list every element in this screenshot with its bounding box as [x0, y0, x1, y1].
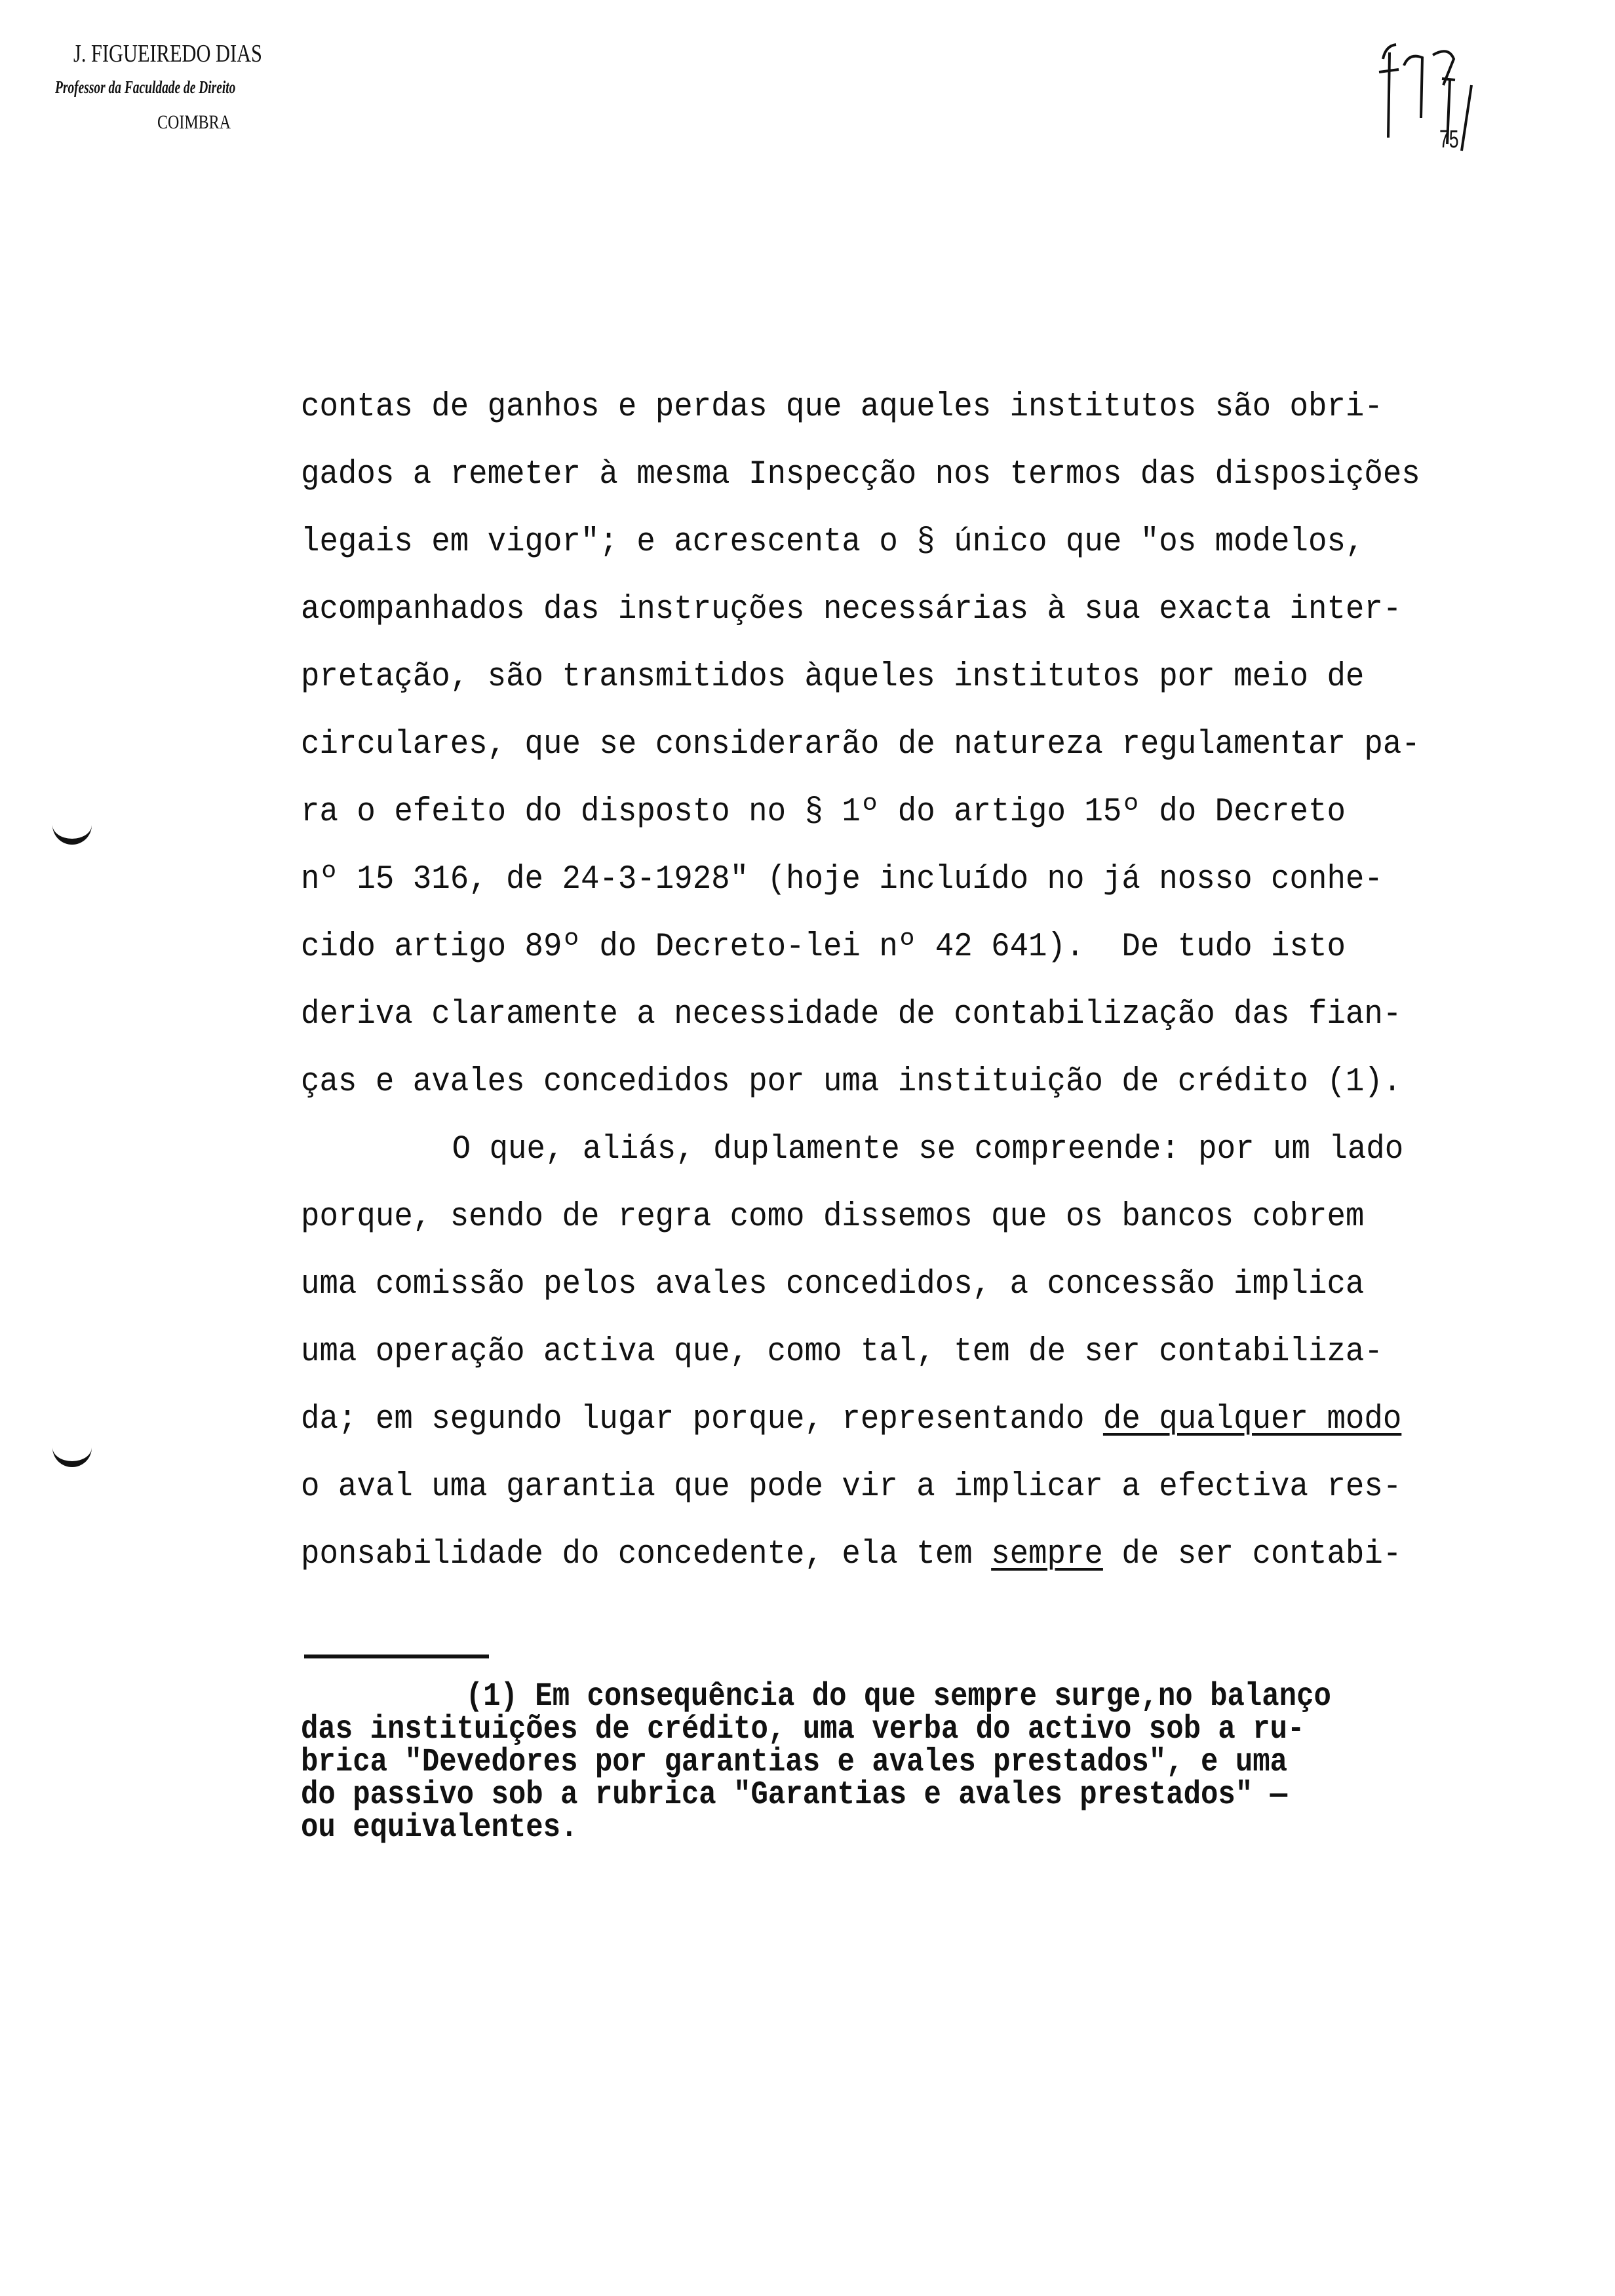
text-segment: ponsabilidade do concedente, ela tem [301, 1536, 992, 1573]
text-line [301, 1535, 1420, 1603]
text-line: acompanhados das instruções necessárias à sua exacta inter- [301, 591, 1402, 628]
text-line: das instituições de crédito, uma verba do activo sob a ru- [301, 1711, 1305, 1748]
text-line: contas de ganhos e perdas que aqueles institutos são obri- [301, 389, 1383, 426]
underlined-text: sempre [991, 1536, 1103, 1573]
text-line: deriva claramente a necessidade de contabilização das fian- [301, 996, 1402, 1033]
underlined-text: de qualquer modo [1102, 1401, 1402, 1438]
text-line: (1) Em consequência do que sempre surge,no balanço [465, 1678, 1331, 1715]
text-line: nº 15 316, de 24-3-1928" (hoje incluído no já nosso conhe- [301, 861, 1383, 898]
punch-hole-mark [52, 813, 92, 845]
punch-hole-mark [52, 1435, 92, 1467]
text-line: O que, aliás, duplamente se compreende: por um lado [452, 1131, 1404, 1168]
text-line: do passivo sob a rubrica "Garantias e avales prestados" — [301, 1776, 1288, 1814]
text-line: circulares, que se considerarão de natureza regulamentar pa- [301, 726, 1420, 763]
handwritten-folio-number [1370, 39, 1553, 157]
text-line: gados a remeter à mesma Inspecção nos termos das disposições [301, 456, 1420, 493]
text-segment: da; em segundo lugar porque, representando [301, 1401, 1103, 1438]
text-segment: de ser contabi- [1102, 1536, 1402, 1573]
footnote [301, 1678, 1471, 1846]
text-line: pretação, são transmitidos àqueles institutos por meio de [301, 659, 1365, 696]
footnote-divider [304, 1655, 489, 1658]
author-position: Professor da Faculdade de Direito [55, 77, 236, 97]
text-line: uma comissão pelos avales concedidos, a concessão implica [301, 1266, 1365, 1303]
text-line: porque, sendo de regra como dissemos que os bancos cobrem [301, 1198, 1365, 1236]
text-line: o aval uma garantia que pode vir a implicar a efectiva res- [301, 1468, 1402, 1506]
author-name: J. FIGUEIREDO DIAS [73, 40, 262, 67]
text-line [301, 1400, 1420, 1468]
text-line: legais em vigor"; e acrescenta o § único que "os modelos, [301, 524, 1365, 561]
text-line: uma operação activa que, como tal, tem de ser contabiliza- [301, 1333, 1383, 1371]
author-city: COIMBRA [157, 111, 231, 133]
page-number: 75 [1439, 126, 1459, 153]
text-line: cido artigo 89º do Decreto-lei nº 42 641). De tudo isto [301, 928, 1346, 966]
text-line: ra o efeito do disposto no § 1º do artigo 15º do Decreto [301, 794, 1346, 831]
text-line: ças e avales concedidos por uma instituição de crédito (1). [301, 1063, 1402, 1101]
text-line: ou equivalentes. [301, 1809, 578, 1846]
body-text [301, 388, 1504, 1603]
text-line: brica "Devedores por garantias e avales prestados", e uma [301, 1744, 1288, 1781]
